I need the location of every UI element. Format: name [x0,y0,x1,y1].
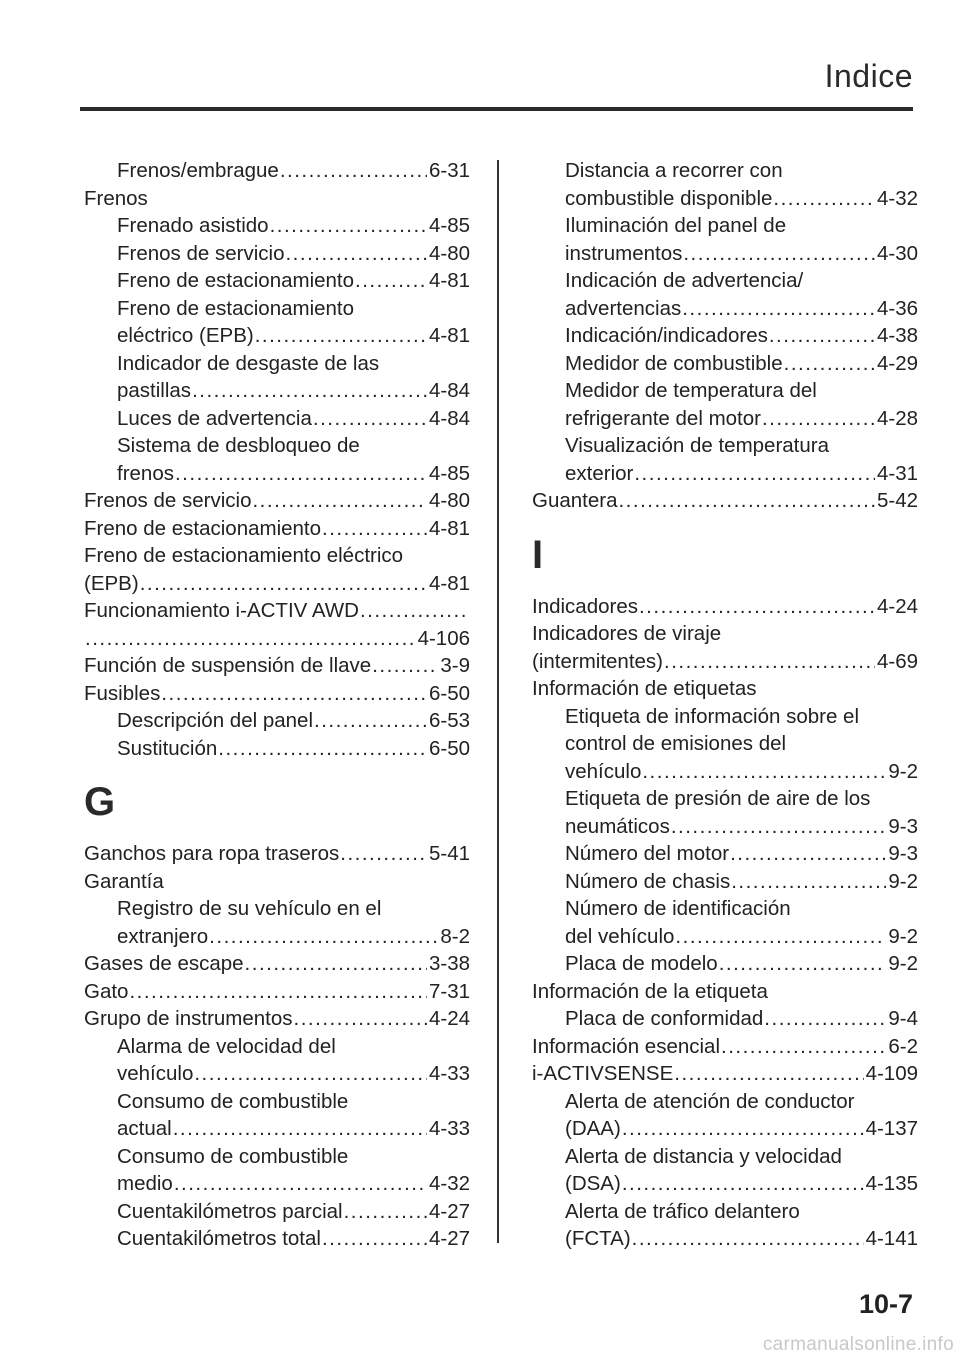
index-entry-term: Guantera [532,489,618,512]
index-entry-term: neumáticos [565,814,670,838]
index-entry [532,648,918,676]
index-entry-term: Indicación/indicadores [565,324,768,347]
index-entry-page: 6-50 [428,681,470,705]
dot-leader [313,405,427,433]
dot-leader [639,593,875,621]
index-entry-term: Número del motor [565,842,730,865]
index-heading-line: Indicadores de viraje [532,622,722,645]
index-heading-line: Visualización de temperatura [565,434,829,457]
index-entry [84,487,470,515]
dot-leader [174,1170,427,1198]
index-entry-page: 9-4 [888,1007,918,1030]
index-entry-page: 6-2 [888,1034,918,1058]
index-entry-page: 9-2 [888,759,918,783]
index-entry-page: 9-3 [888,842,918,865]
dot-leader [622,1170,864,1198]
index-entry [84,950,470,978]
index-entry-term: Frenos de servicio [117,241,285,265]
index-entry-page: 4-69 [876,649,918,673]
index-entry-term: Fusibles [84,681,161,705]
index-entry [84,978,470,1006]
index-column-left [84,157,470,1253]
dot-leader [218,735,427,763]
index-entry-term: (intermitentes) [532,649,664,673]
index-entry-term: pastillas [117,379,192,402]
index-heading-line: Freno de estacionamiento eléctrico [84,544,404,567]
index-entry [84,1198,470,1226]
index-entry-term: instrumentos [565,241,683,265]
dot-leader [360,597,468,625]
dot-leader [129,978,427,1006]
index-entry [84,157,470,185]
index-column-right [532,157,918,1253]
index-heading-line: Freno de estacionamiento [117,296,355,320]
index-entry-term: Frenos de servicio [84,489,252,512]
index-entry-term: Función de suspensión de llave [84,654,372,677]
index-entry-page: 4-81 [428,269,470,292]
dot-leader [675,923,886,951]
dot-leader [280,157,427,185]
index-entry [532,758,918,786]
index-entry-term: Placa de modelo [565,952,718,975]
index-entry-page: 4-24 [876,594,918,618]
index-heading-line: Registro de su vehículo en el [117,897,382,920]
dot-leader [769,322,875,350]
index-heading-line: Alerta de distancia y velocidad [565,1144,842,1168]
index-entry [532,840,918,868]
index-entry [84,267,470,295]
index-entry [84,625,470,653]
index-heading-line: Indicador de desgaste de las [117,351,380,375]
index-entry-page: 4-29 [876,351,918,375]
index-entry-page: 4-36 [876,296,918,320]
index-entry [532,923,918,951]
index-entry-page: 4-135 [865,1172,918,1195]
index-entry-page: 7-31 [428,979,470,1003]
dot-leader [192,377,427,405]
header-rule [80,107,913,111]
index-entry-term: frenos [117,461,174,485]
index-heading-line: Información de la etiqueta [532,979,768,1003]
index-entry [84,570,470,598]
page-header-title: Indice [824,58,913,94]
index-entry-term: del vehículo [565,924,675,948]
index-entry [84,322,470,350]
index-entry [84,707,470,735]
index-entry-page: 4-33 [428,1117,470,1140]
dot-leader [294,1005,427,1033]
index-entry [84,735,470,763]
index-entry-term: Freno de estacionamiento [117,269,355,292]
index-entry-term: advertencias [565,296,682,320]
index-entry [84,1115,470,1143]
index-entry [532,487,918,515]
index-entry [532,1225,918,1253]
index-heading-line: Frenos [84,186,148,210]
index-entry-page: 4-85 [428,214,470,237]
index-entry-page: 9-2 [888,952,918,975]
index-entry-page: 4-109 [865,1062,918,1085]
index-entry-term: exterior [565,461,634,485]
index-entry-page: 5-42 [876,489,918,512]
index-heading-line: Sistema de desbloqueo de [117,434,360,457]
index-entry-page: 4-137 [865,1117,918,1140]
index-entry [532,593,918,621]
index-entry-page: 3-38 [428,952,470,975]
index-entry-term: extranjero [117,924,209,948]
index-entry [84,1225,470,1253]
index-entry-page: 4-84 [428,406,470,430]
index-entry [84,1170,470,1198]
index-heading-line: Alarma de velocidad del [117,1034,336,1058]
index-entry-term: vehículo [565,759,642,783]
index-entry [84,212,470,240]
dot-leader [340,840,427,868]
index-entry-term: actual [117,1117,172,1140]
index-entry-term: Indicadores [532,594,638,618]
index-entry [532,322,918,350]
index-heading-line: Información de etiquetas [532,677,757,700]
dot-leader [773,185,875,213]
index-entry [532,1033,918,1061]
index-entry-page: 4-141 [865,1227,918,1250]
index-entry-page: 4-31 [876,461,918,485]
dot-leader [344,1198,427,1226]
index-entry-page: 4-33 [428,1062,470,1085]
index-entry-term: Medidor de combustible [565,351,783,375]
index-entry [84,680,470,708]
index-entry-page: 4-24 [428,1007,470,1030]
index-entry [532,1115,918,1143]
dot-leader [209,923,438,951]
index-entry-term: eléctrico (EPB) [117,324,254,347]
index-entry-term: vehículo [117,1062,194,1085]
index-entry-term: Placa de conformidad [565,1007,764,1030]
dot-leader [731,868,886,896]
index-entry [532,1170,918,1198]
index-entry [84,377,470,405]
dot-leader [762,405,875,433]
dot-leader [270,212,427,240]
index-heading-line: Garantía [84,869,164,893]
index-entry-term: Grupo de instrumentos [84,1007,293,1030]
dot-leader [664,648,875,676]
dot-leader [175,460,427,488]
dot-leader [161,680,427,708]
index-entry-page: 4-32 [876,186,918,210]
index-entry [532,240,918,268]
index-entry-page: 4-80 [428,489,470,512]
dot-leader [674,1060,863,1088]
index-heading-line: Alerta de tráfico delantero [565,1199,800,1223]
index-entry-page: 4-38 [876,324,918,347]
dot-leader [683,240,875,268]
dot-leader [245,950,427,978]
index-heading-line: Medidor de temperatura del [565,379,817,402]
index-entry [84,1060,470,1088]
index-entry-page: 9-2 [888,924,918,948]
index-entry-page: 4-30 [876,241,918,265]
index-entry-page: 4-81 [428,324,470,347]
index-entry-term: Cuentakilómetros parcial [117,1199,343,1223]
index-entry-term: Gato [84,979,129,1003]
index-heading-line: Consumo de combustible [117,1144,349,1168]
index-entry [84,405,470,433]
index-entry [84,652,470,680]
index-entry-page: 4-27 [428,1227,470,1250]
index-entry-term: Descripción del panel [117,709,314,732]
index-entry [532,295,918,323]
index-entry-page: 3-9 [440,654,470,677]
dot-leader [285,240,426,268]
index-entry [532,868,918,896]
index-entry-page: 8-2 [440,924,470,948]
index-entry-page: 4-106 [417,626,470,650]
index-entry-term: Número de chasis [565,869,731,893]
dot-leader [730,840,886,868]
index-heading-line: Etiqueta de presión de aire de los [565,787,871,810]
index-entry-term: (FCTA) [565,1227,631,1250]
dot-leader [322,1225,427,1253]
index-entry-term: refrigerante del motor [565,406,761,430]
index-entry [84,460,470,488]
index-entry-term: Gases de escape [84,952,244,975]
dot-leader [719,950,887,978]
index-entry [532,185,918,213]
index-heading-line: Etiqueta de información sobre el [565,704,860,728]
index-section-letter: I [532,532,544,577]
dot-leader [671,813,887,841]
dot-leader [355,267,427,295]
index-entry [84,597,470,625]
index-entry-term: Freno de estacionamiento [84,516,322,540]
index-entry-term: (DSA) [565,1172,621,1195]
dot-leader [784,350,875,378]
dot-leader [618,487,874,515]
dot-leader [194,1060,427,1088]
index-entry-page: 4-28 [876,406,918,430]
index-entry [84,923,470,951]
index-entry-page: 4-84 [428,379,470,402]
index-entry [532,350,918,378]
dot-leader [682,295,875,323]
index-entry-term: Luces de advertencia [117,406,312,430]
dot-leader [252,487,426,515]
index-entry-page: 4-85 [428,461,470,485]
index-heading-line: Indicación de advertencia/ [565,269,804,292]
index-entry [84,240,470,268]
dot-leader [372,652,438,680]
index-entry-term: (DAA) [565,1117,621,1140]
index-entry-term: Frenado asistido [117,214,269,237]
index-entry-page: 9-3 [888,814,918,838]
index-entry [532,813,918,841]
index-heading-line: Distancia a recorrer con [565,159,783,182]
index-entry-page: 4-81 [428,516,470,540]
index-entry [532,1060,918,1088]
index-heading-line: Alerta de atención de conductor [565,1089,855,1113]
index-heading-line: Consumo de combustible [117,1089,349,1113]
index-entry-page: 9-2 [888,869,918,893]
index-entry-term: (EPB) [84,571,139,595]
index-entry-term: Frenos/embrague [117,159,279,182]
index-entry [532,950,918,978]
dot-leader [140,570,427,598]
index-entry-term: Información esencial [532,1034,721,1058]
dot-leader [622,1115,864,1143]
dot-leader [642,758,886,786]
index-entry-page: 4-80 [428,241,470,265]
index-entry-term: Ganchos para ropa traseros [84,842,340,865]
index-heading-line: Iluminación del panel de [565,214,787,237]
index-entry-term: Cuentakilómetros total [117,1227,321,1250]
index-entry-term: medio [117,1172,173,1195]
dot-leader [314,707,427,735]
index-entry [84,1005,470,1033]
dot-leader [173,1115,427,1143]
index-entry-page: 4-81 [428,571,470,595]
dot-leader [255,322,427,350]
dot-leader [764,1005,886,1033]
index-entry [532,1005,918,1033]
index-heading-line: Número de identificación [565,897,791,920]
index-entry-term: i-ACTIVSENSE [532,1062,674,1085]
dot-leader [322,515,427,543]
index-entry-term: Funcionamiento i-ACTIV AWD [84,599,359,622]
index-entry-page: 6-31 [428,159,470,182]
index-entry-page: 5-41 [428,842,470,865]
index-entry-term: Sustitución [117,736,218,760]
dot-leader [632,1225,864,1253]
index-entry [532,405,918,433]
dot-leader [721,1033,886,1061]
index-entry-page: 4-32 [428,1172,470,1195]
dot-leader [634,460,875,488]
index-entry [84,515,470,543]
index-entry [532,460,918,488]
page-number: 10-7 [858,1289,913,1319]
index-entry-page: 6-53 [428,709,470,732]
dot-leader [85,625,416,653]
index-entry-page: 6-50 [428,736,470,760]
index-entry-term: combustible disponible [565,186,773,210]
index-section-letter: G [84,780,116,824]
index-entry [84,840,470,868]
watermark: carmanualsonline.info [762,1334,954,1355]
index-heading-line: control de emisiones del [565,732,787,755]
column-divider [497,160,499,1243]
index-entry-page: 4-27 [428,1199,470,1223]
